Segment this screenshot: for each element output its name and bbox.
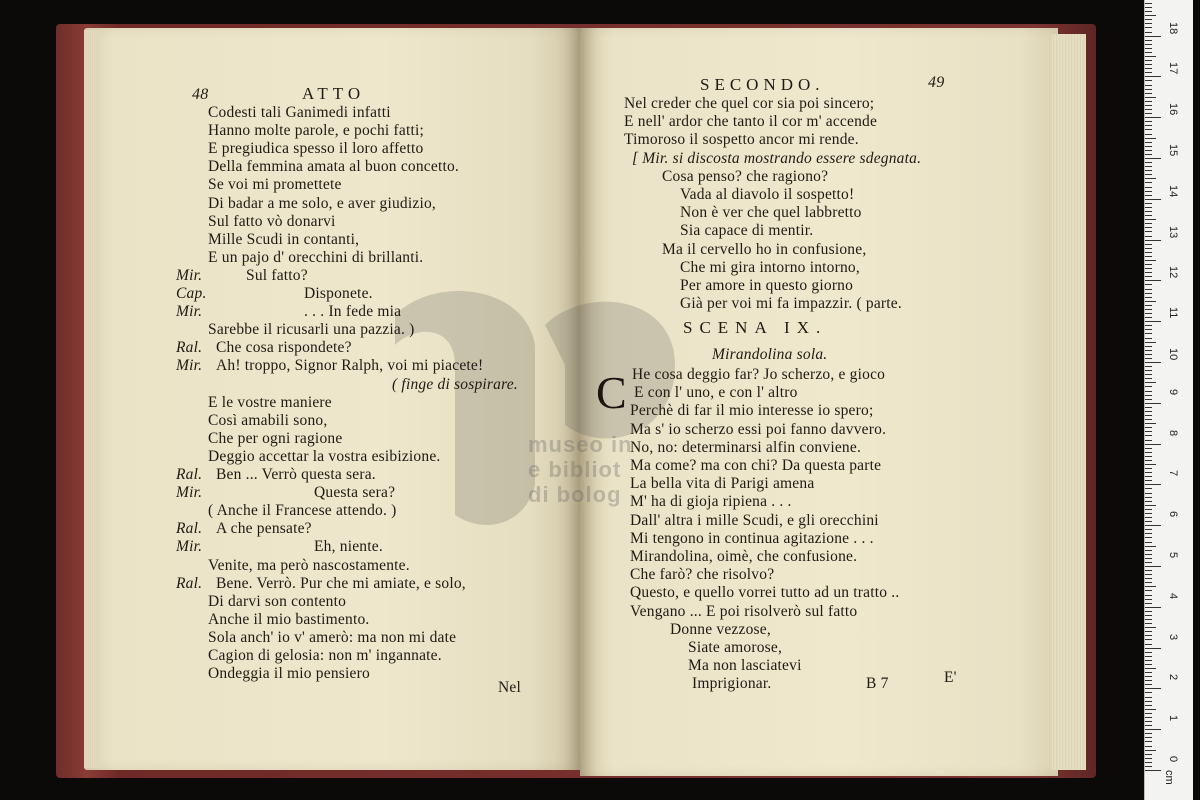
ruler-tick bbox=[1145, 599, 1152, 600]
verse-line: E le vostre maniere bbox=[208, 393, 332, 411]
ruler-tick bbox=[1145, 554, 1152, 555]
verse-line: No, no: determinarsi alfin conviene. bbox=[630, 438, 862, 456]
ruler-tick bbox=[1145, 717, 1152, 718]
ruler-tick bbox=[1145, 11, 1152, 12]
verse-line: Eh, niente. bbox=[314, 538, 383, 556]
ruler-tick bbox=[1145, 191, 1152, 192]
ruler-number: 17 bbox=[1167, 62, 1179, 75]
ruler-number: 0 bbox=[1167, 756, 1179, 763]
ruler-tick bbox=[1145, 40, 1152, 41]
ruler-tick bbox=[1145, 415, 1152, 416]
speaker-label: Mir. bbox=[176, 303, 203, 321]
verse-line: Ondeggia il mio pensiero bbox=[208, 665, 370, 683]
ruler-tick bbox=[1145, 272, 1152, 273]
verse-line: Mille Scudi in contanti, bbox=[208, 230, 360, 248]
ruler-tick bbox=[1145, 362, 1161, 363]
ruler-tick bbox=[1145, 170, 1152, 171]
ruler-tick bbox=[1145, 660, 1152, 661]
ruler-tick bbox=[1145, 517, 1152, 518]
ruler-tick bbox=[1145, 244, 1152, 245]
drop-cap: C bbox=[596, 367, 627, 418]
ruler-tick bbox=[1145, 435, 1152, 436]
ruler-number: 16 bbox=[1167, 103, 1179, 116]
ruler-tick bbox=[1145, 713, 1152, 714]
ruler-tick bbox=[1145, 586, 1156, 587]
left-page-edges bbox=[84, 30, 100, 768]
ruler-tick bbox=[1145, 472, 1152, 473]
verse-line: Bene. Verrò. Pur che mi amiate, e solo, bbox=[216, 574, 466, 592]
ruler-tick bbox=[1145, 574, 1152, 575]
verse-line: Sul fatto? bbox=[246, 266, 308, 284]
ruler-tick bbox=[1145, 27, 1152, 28]
ruler-tick bbox=[1145, 709, 1156, 710]
verse-line: Sarebbe il ricusarli una pazzia. ) bbox=[208, 321, 415, 339]
verse-line: E pregiudica spesso il loro affetto bbox=[208, 140, 424, 158]
ruler-tick bbox=[1145, 423, 1156, 424]
ruler-tick bbox=[1145, 325, 1152, 326]
ruler-tick bbox=[1145, 684, 1152, 685]
ruler-tick bbox=[1145, 533, 1152, 534]
ruler-tick bbox=[1145, 758, 1152, 759]
ruler-tick bbox=[1145, 248, 1152, 249]
ruler-tick bbox=[1145, 3, 1152, 4]
ruler-tick bbox=[1145, 452, 1152, 453]
ruler-tick bbox=[1145, 460, 1152, 461]
ruler-number: 8 bbox=[1167, 429, 1179, 436]
verse-line: Se voi mi promettete bbox=[208, 176, 342, 194]
ruler-tick bbox=[1145, 391, 1152, 392]
verse-line: Già per voi mi fa impazzir. ( parte. bbox=[680, 295, 902, 313]
ruler-tick bbox=[1145, 178, 1156, 179]
speaker-label: Ral. bbox=[176, 574, 203, 592]
ruler-number: 3 bbox=[1167, 633, 1179, 640]
ruler-tick bbox=[1145, 346, 1152, 347]
ruler-tick bbox=[1145, 109, 1152, 110]
ruler-tick bbox=[1145, 493, 1152, 494]
watermark-line: di bolog bbox=[528, 482, 622, 507]
ruler-tick bbox=[1145, 705, 1152, 706]
ruler-tick bbox=[1145, 72, 1152, 73]
verse-line: Questa sera? bbox=[314, 484, 396, 502]
ruler-tick bbox=[1145, 23, 1152, 24]
ruler-tick bbox=[1145, 664, 1152, 665]
ruler-number: 14 bbox=[1167, 184, 1179, 198]
ruler-tick bbox=[1145, 138, 1156, 139]
ruler-tick bbox=[1145, 721, 1152, 722]
verse-line: Non è ver che quel labbretto bbox=[680, 204, 862, 222]
ruler-number: 1 bbox=[1167, 715, 1179, 722]
verse-line: Di badar a me solo, e aver giudizio, bbox=[208, 194, 436, 212]
left-page-number: 48 bbox=[192, 86, 209, 103]
verse-line: Ma s' io scherzo essi poi fanno davvero. bbox=[630, 420, 887, 438]
ruler-tick bbox=[1145, 648, 1161, 649]
ruler-tick bbox=[1145, 280, 1161, 281]
ruler-number: 4 bbox=[1167, 592, 1179, 599]
ruler-tick bbox=[1145, 338, 1152, 339]
ruler-tick bbox=[1145, 313, 1152, 314]
ruler-tick bbox=[1145, 256, 1152, 257]
verse-line: Hanno molte parole, e pochi fatti; bbox=[208, 122, 424, 140]
signature-mark: B 7 bbox=[866, 675, 889, 692]
ruler-number: 12 bbox=[1167, 266, 1179, 279]
ruler-tick bbox=[1145, 268, 1152, 269]
ruler-tick bbox=[1145, 639, 1152, 640]
ruler-tick bbox=[1145, 619, 1152, 620]
ruler-tick bbox=[1145, 570, 1152, 571]
ruler-number: 7 bbox=[1167, 470, 1179, 477]
right-catchword: E' bbox=[944, 669, 957, 686]
ruler-tick bbox=[1145, 309, 1152, 310]
left-catchword: Nel bbox=[498, 679, 521, 696]
ruler-tick bbox=[1145, 350, 1152, 351]
ruler-number: 10 bbox=[1167, 348, 1179, 361]
ruler-tick bbox=[1145, 317, 1152, 318]
ruler-tick bbox=[1145, 615, 1152, 616]
verse-line: Di darvi son contento bbox=[208, 592, 347, 610]
ruler-tick bbox=[1145, 121, 1152, 122]
ruler-tick bbox=[1145, 403, 1161, 404]
ruler-tick bbox=[1145, 223, 1152, 224]
speaker-label: Ral. bbox=[176, 520, 203, 538]
ruler-tick bbox=[1145, 321, 1161, 322]
verse-line: Sia capace di mentir. bbox=[680, 222, 814, 240]
ruler-tick bbox=[1145, 68, 1152, 69]
ruler-tick bbox=[1145, 252, 1152, 253]
verse-line: Disponete. bbox=[304, 285, 373, 302]
ruler-tick bbox=[1145, 427, 1152, 428]
verse-line: A che pensate? bbox=[216, 520, 312, 538]
ruler-tick bbox=[1145, 484, 1161, 485]
speaker-label: Ral. bbox=[176, 339, 203, 357]
verse-line: Per amore in questo giorno bbox=[680, 277, 854, 294]
ruler-tick bbox=[1145, 125, 1152, 126]
ruler-tick bbox=[1145, 733, 1152, 734]
ruler-tick bbox=[1145, 627, 1156, 628]
speaker-label: Ral. bbox=[176, 466, 203, 483]
verse-line: Sul fatto vò donarvi bbox=[208, 212, 336, 230]
ruler-tick bbox=[1145, 117, 1161, 118]
ruler-tick bbox=[1145, 211, 1152, 212]
ruler-tick bbox=[1145, 89, 1152, 90]
right-page-edges bbox=[1052, 34, 1086, 770]
ruler-tick bbox=[1145, 370, 1152, 371]
ruler-tick bbox=[1145, 741, 1152, 742]
verse-line: Che per ogni ragione bbox=[208, 429, 343, 447]
ruler-tick bbox=[1145, 505, 1156, 506]
verse-line: E con l' uno, e con l' altro bbox=[634, 384, 798, 402]
ruler-tick bbox=[1145, 358, 1152, 359]
ruler-tick bbox=[1145, 366, 1152, 367]
verse-line: Perchè di far il mio interesse io spero; bbox=[630, 402, 874, 420]
right-page-number: 49 bbox=[928, 74, 945, 91]
ruler-number: 5 bbox=[1167, 552, 1179, 559]
right-running-header: SECONDO. bbox=[700, 75, 825, 94]
verse-line: Della femmina amata al buon concetto. bbox=[208, 158, 459, 176]
ruler-tick bbox=[1145, 537, 1152, 538]
ruler-tick bbox=[1145, 219, 1156, 220]
ruler-tick bbox=[1145, 668, 1156, 669]
ruler-tick bbox=[1145, 595, 1152, 596]
ruler-tick bbox=[1145, 101, 1152, 102]
verse-line: M' ha di gioja ripiena . . . bbox=[630, 493, 792, 511]
ruler-tick bbox=[1145, 199, 1161, 200]
speaker-label: Mir. bbox=[176, 357, 203, 375]
verse-line: Nel creder che quel cor sia poi sincero; bbox=[624, 95, 875, 112]
ruler-number: 18 bbox=[1167, 21, 1179, 34]
speaker-label: Mir. bbox=[176, 484, 203, 502]
ruler-tick bbox=[1145, 97, 1156, 98]
ruler-tick bbox=[1145, 227, 1152, 228]
ruler-tick bbox=[1145, 448, 1152, 449]
ruler-tick bbox=[1145, 476, 1152, 477]
ruler-tick bbox=[1145, 419, 1152, 420]
ruler-number: 2 bbox=[1167, 674, 1179, 681]
ruler-tick bbox=[1145, 207, 1152, 208]
verse-line: Imprigionar. bbox=[692, 675, 772, 693]
ruler-tick bbox=[1145, 444, 1161, 445]
left-running-header: ATTO bbox=[302, 84, 366, 103]
ruler-tick bbox=[1145, 411, 1152, 412]
ruler-number: 11 bbox=[1167, 307, 1179, 319]
verse-line: E un pajo d' orecchini di brillanti. bbox=[208, 248, 424, 266]
verse-line: La bella vita di Parigi amena bbox=[630, 475, 815, 493]
ruler-tick bbox=[1145, 231, 1152, 232]
ruler-tick bbox=[1145, 64, 1152, 65]
ruler-tick bbox=[1145, 52, 1152, 53]
ruler-tick bbox=[1145, 44, 1152, 45]
ruler-tick bbox=[1145, 603, 1152, 604]
ruler-tick bbox=[1145, 329, 1152, 330]
verse-line: Mirandolina, oimè, che confusione. bbox=[630, 548, 858, 565]
verse-line: ( finge di sospirare. bbox=[392, 375, 518, 393]
ruler-tick bbox=[1145, 644, 1152, 645]
ruler-tick bbox=[1145, 386, 1152, 387]
ruler-tick bbox=[1145, 142, 1152, 143]
ruler-tick bbox=[1145, 631, 1152, 632]
ruler-tick bbox=[1145, 513, 1152, 514]
ruler-tick bbox=[1145, 725, 1152, 726]
ruler-tick bbox=[1145, 19, 1152, 20]
verse-line: Questo, e quello vorrei tutto ad un tratto .. bbox=[630, 584, 900, 602]
ruler-tick bbox=[1145, 293, 1152, 294]
ruler-tick bbox=[1145, 146, 1152, 147]
verse-line: Ben ... Verrò questa sera. bbox=[216, 466, 376, 483]
verse-line: Vengano ... E poi risolverò sul fatto bbox=[630, 602, 858, 620]
ruler-tick bbox=[1145, 468, 1152, 469]
ruler-tick bbox=[1145, 701, 1152, 702]
scene-title: SCENA IX. bbox=[683, 318, 828, 337]
ruler-tick bbox=[1145, 56, 1156, 57]
verse-line: Venite, ma però nascostamente. bbox=[208, 556, 410, 574]
ruler-tick bbox=[1145, 521, 1152, 522]
verse-line: Codesti tali Ganimedi infatti bbox=[208, 104, 391, 121]
ruler-tick bbox=[1145, 509, 1152, 510]
verse-line: [ Mir. si discosta mostrando essere sdegnata. bbox=[632, 149, 922, 167]
ruler-tick bbox=[1145, 680, 1152, 681]
watermark-line: museo in bbox=[528, 432, 633, 457]
verse-line: Ma come? ma con chi? Da questa parte bbox=[630, 457, 882, 474]
verse-line: Deggio accettar la vostra esibizione. bbox=[208, 447, 441, 465]
ruler-tick bbox=[1145, 7, 1152, 8]
ruler-number: 6 bbox=[1167, 511, 1179, 518]
ruler-tick bbox=[1145, 150, 1152, 151]
verse-line: Che cosa rispondete? bbox=[216, 339, 352, 357]
ruler-tick bbox=[1145, 407, 1152, 408]
ruler-tick bbox=[1145, 174, 1152, 175]
ruler-tick bbox=[1145, 676, 1152, 677]
ruler-tick bbox=[1145, 399, 1152, 400]
ruler-tick bbox=[1145, 76, 1161, 77]
verse-line: E nell' ardor che tanto il cor m' accende bbox=[624, 113, 878, 131]
ruler-tick bbox=[1145, 456, 1152, 457]
ruler-tick bbox=[1145, 85, 1152, 86]
ruler-tick bbox=[1145, 464, 1156, 465]
ruler-tick bbox=[1145, 105, 1152, 106]
ruler-tick bbox=[1145, 542, 1152, 543]
ruler-tick bbox=[1145, 729, 1161, 730]
ruler-tick bbox=[1145, 582, 1152, 583]
ruler-unit: cm bbox=[1163, 770, 1175, 785]
speaker-label: Mir. bbox=[176, 266, 203, 284]
ruler-tick bbox=[1145, 264, 1152, 265]
ruler-tick bbox=[1145, 562, 1152, 563]
ruler-tick bbox=[1145, 289, 1152, 290]
verse-line: Mi tengono in continua agitazione . . . bbox=[630, 529, 874, 547]
ruler-tick bbox=[1145, 762, 1152, 763]
ruler-tick bbox=[1145, 187, 1152, 188]
ruler-tick bbox=[1145, 48, 1152, 49]
ruler-tick bbox=[1145, 480, 1152, 481]
verse-line: ( Anche il Francese attendo. ) bbox=[208, 502, 397, 520]
ruler-number: 15 bbox=[1167, 144, 1179, 157]
verse-line: Anche il mio bastimento. bbox=[208, 610, 370, 628]
verse-line: Ma il cervello ho in confusione, bbox=[662, 240, 867, 258]
ruler-tick bbox=[1145, 590, 1152, 591]
ruler-tick bbox=[1145, 607, 1161, 608]
verse-line: Così amabili sono, bbox=[208, 411, 328, 429]
ruler-tick bbox=[1145, 578, 1152, 579]
ruler-tick bbox=[1145, 158, 1161, 159]
ruler-tick bbox=[1145, 697, 1152, 698]
speaker-label: Mir. bbox=[176, 538, 203, 556]
ruler-tick bbox=[1145, 546, 1156, 547]
ruler-tick bbox=[1145, 382, 1156, 383]
ruler-tick bbox=[1145, 497, 1152, 498]
ruler-tick bbox=[1145, 240, 1161, 241]
verse-line: Cosa penso? che ragiono? bbox=[662, 167, 829, 185]
ruler-tick bbox=[1145, 750, 1156, 751]
ruler-tick bbox=[1145, 60, 1152, 61]
verse-line: He cosa deggio far? Jo scherzo, e gioco bbox=[632, 366, 886, 383]
ruler-tick bbox=[1145, 80, 1152, 81]
ruler-tick bbox=[1145, 129, 1152, 130]
verse-line: Che farò? che risolvo? bbox=[630, 566, 775, 584]
verse-line: Ma non lasciatevi bbox=[688, 657, 802, 675]
verse-line: . . . In fede mia bbox=[304, 303, 402, 321]
scene-subtitle: Mirandolina sola. bbox=[712, 346, 828, 363]
ruler-number: 13 bbox=[1167, 225, 1179, 238]
ruler-tick bbox=[1145, 32, 1152, 33]
ruler-tick bbox=[1145, 297, 1152, 298]
ruler-tick bbox=[1145, 166, 1152, 167]
verse-line: Timoroso il sospetto ancor mi rende. bbox=[624, 131, 859, 149]
ruler-tick bbox=[1145, 305, 1152, 306]
ruler-tick bbox=[1145, 566, 1161, 567]
ruler-tick bbox=[1145, 301, 1156, 302]
ruler-tick bbox=[1145, 746, 1152, 747]
ruler-tick bbox=[1145, 395, 1152, 396]
ruler-tick bbox=[1145, 635, 1152, 636]
ruler-tick bbox=[1145, 236, 1152, 237]
ruler-tick bbox=[1145, 501, 1152, 502]
ruler-tick bbox=[1145, 93, 1152, 94]
ruler-tick bbox=[1145, 260, 1156, 261]
ruler-tick bbox=[1145, 525, 1161, 526]
ruler-tick bbox=[1145, 284, 1152, 285]
ruler-tick bbox=[1145, 182, 1152, 183]
ruler-tick bbox=[1145, 113, 1152, 114]
ruler-tick bbox=[1145, 672, 1152, 673]
ruler-tick bbox=[1145, 656, 1152, 657]
measurement-ruler bbox=[1144, 0, 1193, 800]
verse-line: Ah! troppo, Signor Ralph, voi mi piacete! bbox=[216, 357, 484, 375]
speaker-label: Cap. bbox=[176, 285, 207, 302]
verse-line: Che mi gira intorno intorno, bbox=[680, 258, 860, 276]
ruler-tick bbox=[1145, 623, 1152, 624]
ruler-tick bbox=[1145, 15, 1156, 16]
ruler-tick bbox=[1145, 374, 1152, 375]
verse-line: Dall' altra i mille Scudi, e gli orecchini bbox=[630, 511, 879, 529]
ruler-tick bbox=[1145, 550, 1152, 551]
ruler-tick bbox=[1145, 162, 1152, 163]
ruler-tick bbox=[1145, 195, 1152, 196]
ruler-tick bbox=[1145, 558, 1152, 559]
ruler-tick bbox=[1145, 215, 1152, 216]
verse-line: Vada al diavolo il sospetto! bbox=[680, 186, 855, 203]
ruler-tick bbox=[1145, 692, 1152, 693]
verse-line: Sola anch' io v' amerò: ma non mi date bbox=[208, 628, 457, 646]
ruler-tick bbox=[1145, 688, 1161, 689]
ruler-tick bbox=[1145, 378, 1152, 379]
ruler-tick bbox=[1145, 770, 1161, 771]
ruler-tick bbox=[1145, 488, 1152, 489]
ruler-tick bbox=[1145, 154, 1152, 155]
ruler-tick bbox=[1145, 431, 1152, 432]
ruler-tick bbox=[1145, 342, 1156, 343]
ruler-tick bbox=[1145, 652, 1152, 653]
watermark-line: e bibliot bbox=[528, 457, 622, 482]
ruler-tick bbox=[1145, 754, 1152, 755]
ruler-tick bbox=[1145, 440, 1152, 441]
ruler-tick bbox=[1145, 354, 1152, 355]
ruler-tick bbox=[1145, 333, 1152, 334]
ruler-tick bbox=[1145, 36, 1161, 37]
ruler-tick bbox=[1145, 276, 1152, 277]
ruler-tick bbox=[1145, 737, 1152, 738]
ruler-number: 9 bbox=[1167, 388, 1179, 395]
ruler-tick bbox=[1145, 203, 1152, 204]
ruler-tick bbox=[1145, 766, 1152, 767]
verse-line: Siate amorose, bbox=[688, 639, 783, 656]
ruler-tick bbox=[1145, 134, 1152, 135]
verse-line: Cagion di gelosia: non m' ingannate. bbox=[208, 647, 442, 664]
verse-line: Donne vezzose, bbox=[670, 620, 771, 638]
ruler-tick bbox=[1145, 611, 1152, 612]
ruler-tick bbox=[1145, 529, 1152, 530]
